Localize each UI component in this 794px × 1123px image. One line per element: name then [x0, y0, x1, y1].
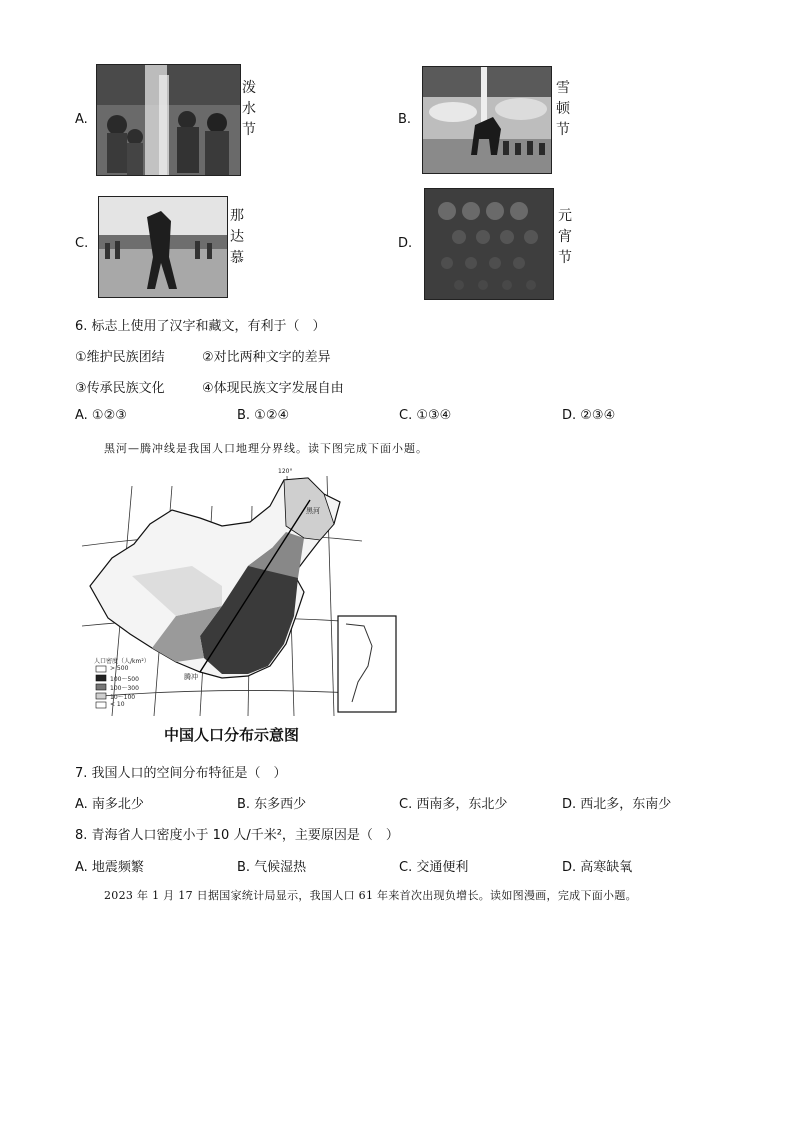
q6-stem: 6. 标志上使用了汉字和藏文，有利于（ ）	[75, 319, 326, 334]
q8-stem: 8. 青海省人口密度小于 10 人/千米²，主要原因是（ ）	[75, 828, 399, 843]
q8-choice-a: A. 地震频繁	[75, 860, 144, 875]
label-120: 120°	[278, 468, 293, 475]
map-title: 中国人口分布示意图	[164, 726, 300, 744]
q8-choice-b: B. 气候湿热	[237, 860, 307, 875]
q6-choice-d: D. ②③④	[562, 408, 616, 423]
option-b-name: 雪顿节	[556, 80, 570, 138]
option-d-name: 元宵节	[558, 208, 572, 266]
q7-choice-a: A. 南多北少	[75, 797, 144, 812]
legend-item-4: 10～100	[110, 694, 136, 701]
label-tengchong: 腾冲	[184, 673, 198, 681]
china-population-map	[72, 466, 402, 746]
q6-choice-c: C. ①③④	[399, 408, 452, 423]
option-c-letter: C.	[75, 236, 89, 251]
shoton-festival-photo	[422, 66, 552, 174]
q6-statement-2: ②对比两种文字的差异	[202, 350, 331, 365]
legend-item-3: 100～300	[110, 685, 139, 692]
option-c-name: 那达慕	[230, 208, 244, 266]
q6-statement-1: ①维护民族团结	[75, 350, 165, 365]
q6-statement-3: ③传承民族文化	[75, 381, 165, 396]
naadam-festival-photo	[98, 196, 228, 298]
option-d-letter: D.	[398, 236, 413, 251]
q7-stem: 7. 我国人口的空间分布特征是（ ）	[75, 766, 287, 781]
legend-item-1: > 500	[110, 665, 129, 672]
q6-choice-a: A. ①②③	[75, 408, 127, 423]
option-b-letter: B.	[398, 112, 412, 127]
q6-choice-b: B. ①②④	[237, 408, 290, 423]
q8-choice-c: C. 交通便利	[399, 860, 469, 875]
intro-heihe-tengchong: 黑河—腾冲线是我国人口地理分界线。读下图完成下面小题。	[104, 442, 428, 455]
water-festival-photo	[96, 64, 241, 176]
option-a-name: 泼水节	[242, 80, 256, 138]
q7-choice-d: D. 西北多，东南少	[562, 797, 672, 812]
legend-title: 人口密度（人/km²）	[94, 658, 150, 665]
q6-statement-4: ④体现民族文字发展自由	[202, 381, 344, 396]
legend-item-2: 100～500	[110, 676, 139, 683]
label-heihe: 黑河	[306, 507, 320, 515]
lantern-festival-photo	[424, 188, 554, 300]
q7-choice-b: B. 东多西少	[237, 797, 307, 812]
legend-item-5: < 10	[110, 701, 125, 708]
q7-choice-c: C. 西南多，东北少	[399, 797, 508, 812]
option-a-letter: A.	[75, 112, 88, 127]
intro-population-growth: 2023 年 1 月 17 日据国家统计局显示，我国人口 61 年来首次出现负增长。读如图漫画，完成下面小题。	[104, 889, 637, 902]
q8-choice-d: D. 高寒缺氧	[562, 860, 633, 875]
